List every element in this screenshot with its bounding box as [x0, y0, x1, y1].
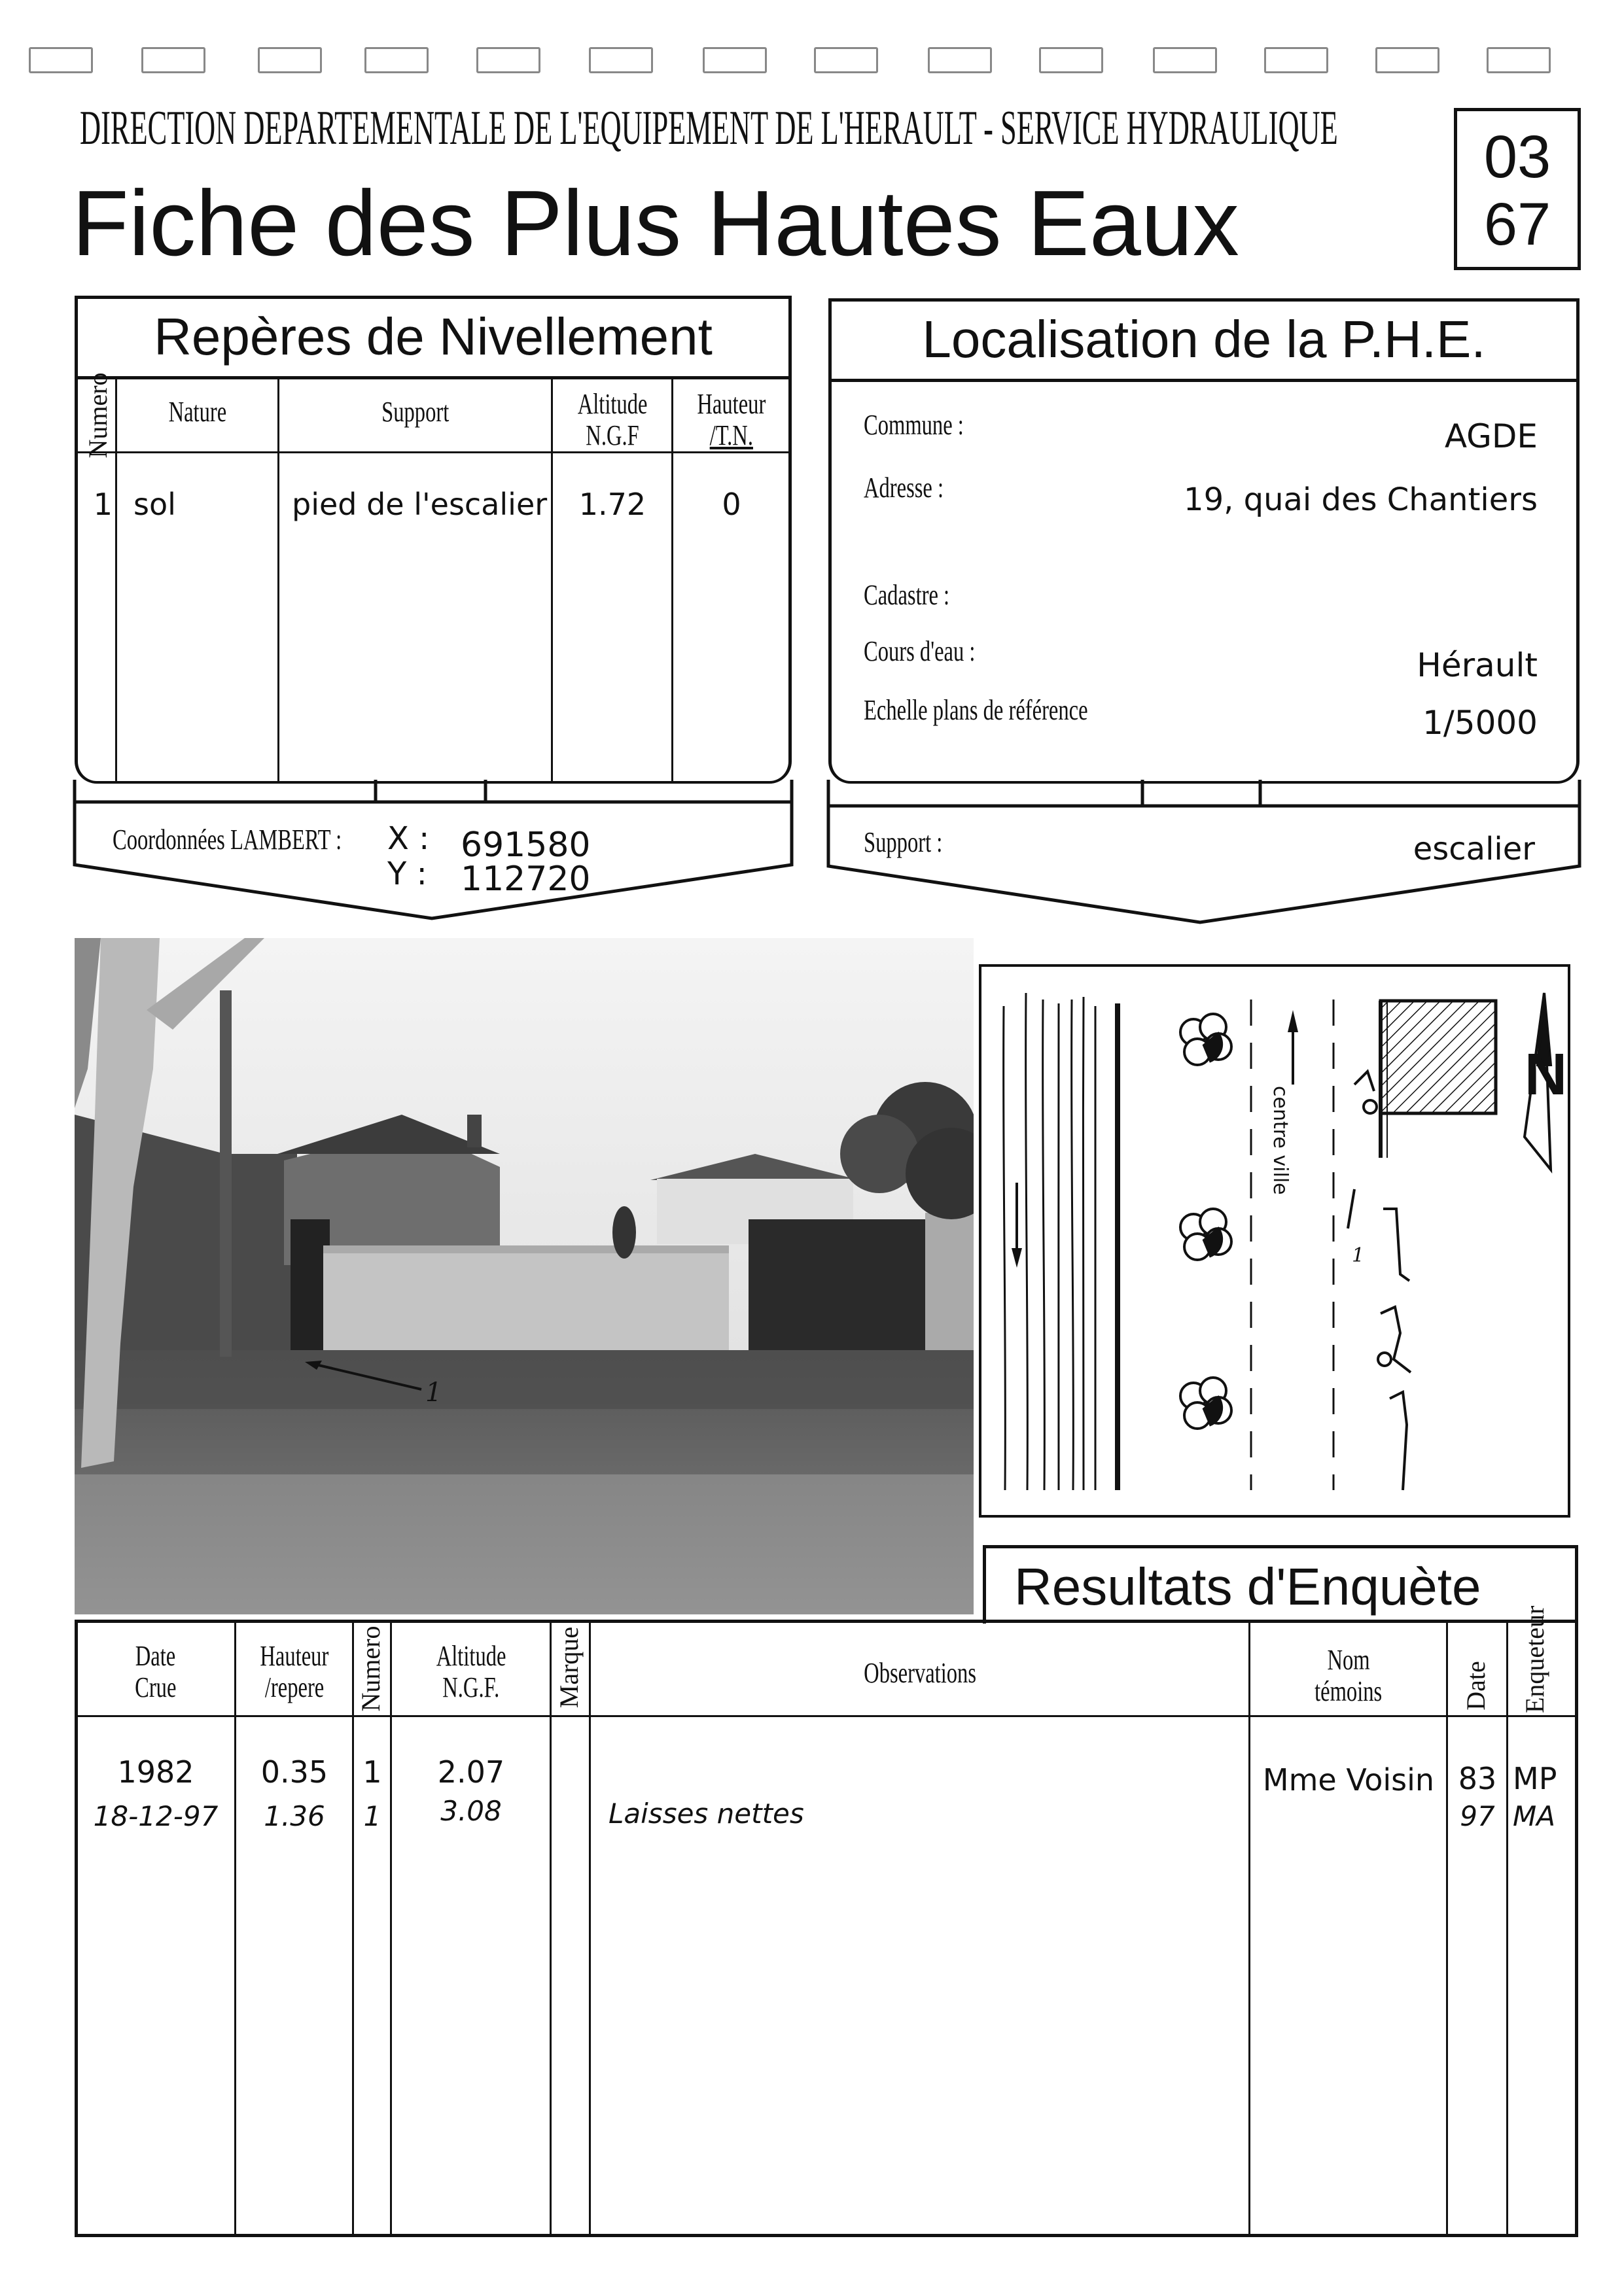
resultats-col-date: Date Crue — [135, 1640, 177, 1703]
reperes-col-hauteur: Hauteur /T.N. — [697, 388, 766, 451]
resultats-col-divider — [589, 1622, 591, 2235]
reperes-row-hauteur: 0 — [722, 487, 741, 522]
resultats-col-divider — [1506, 1622, 1508, 2235]
resultats-row-hauteur: 0.35 — [260, 1754, 328, 1790]
reperes-row-support: pied de l'escalier — [292, 487, 548, 522]
file-code-bottom: 67 — [1483, 191, 1551, 258]
resultats-col-date-enquete: Date — [1461, 1661, 1491, 1711]
resultats-row-date-enquete: 83 — [1458, 1761, 1497, 1796]
reperes-row-nature: sol — [133, 487, 176, 522]
resultats-row-date: 18-12-97 — [93, 1800, 219, 1832]
resultats-col-divider — [1446, 1622, 1448, 2235]
resultats-header-divider — [77, 1715, 1576, 1717]
lambert-label: Coordonnées LAMBERT : — [113, 824, 342, 856]
resultats-row-nom: Mme Voisin — [1262, 1762, 1435, 1798]
reperes-col-support: Support — [381, 396, 450, 428]
file-code-top: 03 — [1483, 124, 1551, 190]
reperes-tab-right — [485, 780, 792, 802]
cadastre-label: Cadastre : — [864, 579, 950, 611]
resultats-col-numero: Numero — [356, 1626, 385, 1712]
resultats-row-enqueteur: MA — [1513, 1800, 1555, 1832]
localisation-tab-right — [1260, 780, 1580, 806]
plan-street-label: centre ville — [1269, 1086, 1292, 1195]
adresse-label: Adresse : — [864, 472, 944, 504]
lambert-y-label: Y : — [387, 856, 427, 892]
photo-marker-label: 1 — [425, 1378, 442, 1408]
resultats-col-nom: Nom témoins — [1315, 1644, 1383, 1707]
lambert-box — [75, 802, 792, 918]
resultats-row-numero: 1 — [363, 1800, 381, 1832]
resultats-row-altitude: 2.07 — [437, 1754, 505, 1790]
cours-value: Hérault — [1417, 646, 1538, 684]
reperes-title: Repères de Nivellement — [75, 296, 792, 379]
commune-value: AGDE — [1444, 417, 1538, 455]
reperes-col-numero: Numero — [83, 372, 113, 459]
location-plan — [979, 964, 1570, 1518]
reperes-row-altitude: 1.72 — [578, 487, 646, 522]
resultats-col-divider — [352, 1622, 354, 2235]
resultats-col-hauteur: Hauteur /repere — [260, 1640, 329, 1703]
echelle-label: Echelle plans de référence — [864, 694, 1088, 726]
resultats-row-date: 1982 — [117, 1754, 194, 1790]
page-title: Fiche des Plus Hautes Eaux — [72, 171, 1239, 275]
plan-marker-label: 1 — [1352, 1244, 1365, 1267]
lambert-x-value: 691580 — [461, 826, 591, 865]
support-label: Support : — [864, 826, 943, 858]
resultats-col-divider — [550, 1622, 552, 2235]
lambert-x-label: X : — [387, 820, 430, 857]
cours-label: Cours d'eau : — [864, 635, 976, 667]
resultats-row-enqueteur: MP — [1513, 1761, 1557, 1796]
resultats-row-date-enquete: 97 — [1460, 1800, 1495, 1832]
header-direction: DIRECTION DEPARTEMENTALE DE L'EQUIPEMENT DE L'HERAULT - SERVICE HYDRAULIQUE — [80, 101, 1338, 155]
reperes-tab-left — [75, 780, 376, 802]
resultats-row-numero: 1 — [362, 1754, 382, 1790]
localisation-title: Localisation de la P.H.E. — [828, 298, 1580, 382]
resultats-row-altitude: 3.08 — [440, 1795, 502, 1827]
north-icon: N — [1525, 1042, 1567, 1107]
resultats-title: Resultats d'Enquète — [1014, 1557, 1481, 1616]
resultats-row-hauteur: 1.36 — [264, 1800, 325, 1832]
resultats-col-divider — [390, 1622, 392, 2235]
resultats-col-observations: Observations — [864, 1657, 976, 1689]
commune-label: Commune : — [864, 409, 964, 441]
echelle-value: 1/5000 — [1422, 704, 1538, 742]
reperes-col-nature: Nature — [168, 396, 227, 428]
site-photo — [75, 938, 974, 1614]
localisation-tab-left — [828, 780, 1142, 806]
resultats-col-divider — [234, 1622, 236, 2235]
resultats-col-marque: Marque — [554, 1626, 584, 1709]
resultats-col-divider — [1248, 1622, 1250, 2235]
resultats-col-altitude: Altitude N.G.F. — [436, 1640, 506, 1703]
reperes-col-altitude: Altitude N.G.F — [577, 388, 648, 451]
reperes-row-numero: 1 — [93, 487, 113, 522]
lambert-y-value: 112720 — [461, 860, 591, 899]
resultats-row-observations: Laisses nettes — [609, 1798, 804, 1830]
adresse-value: 19, quai des Chantiers — [1184, 481, 1538, 518]
support-value: escalier — [1413, 831, 1535, 867]
resultats-col-enqueteur: Enqueteur — [1520, 1605, 1549, 1713]
resultats-table — [75, 1620, 1578, 2237]
